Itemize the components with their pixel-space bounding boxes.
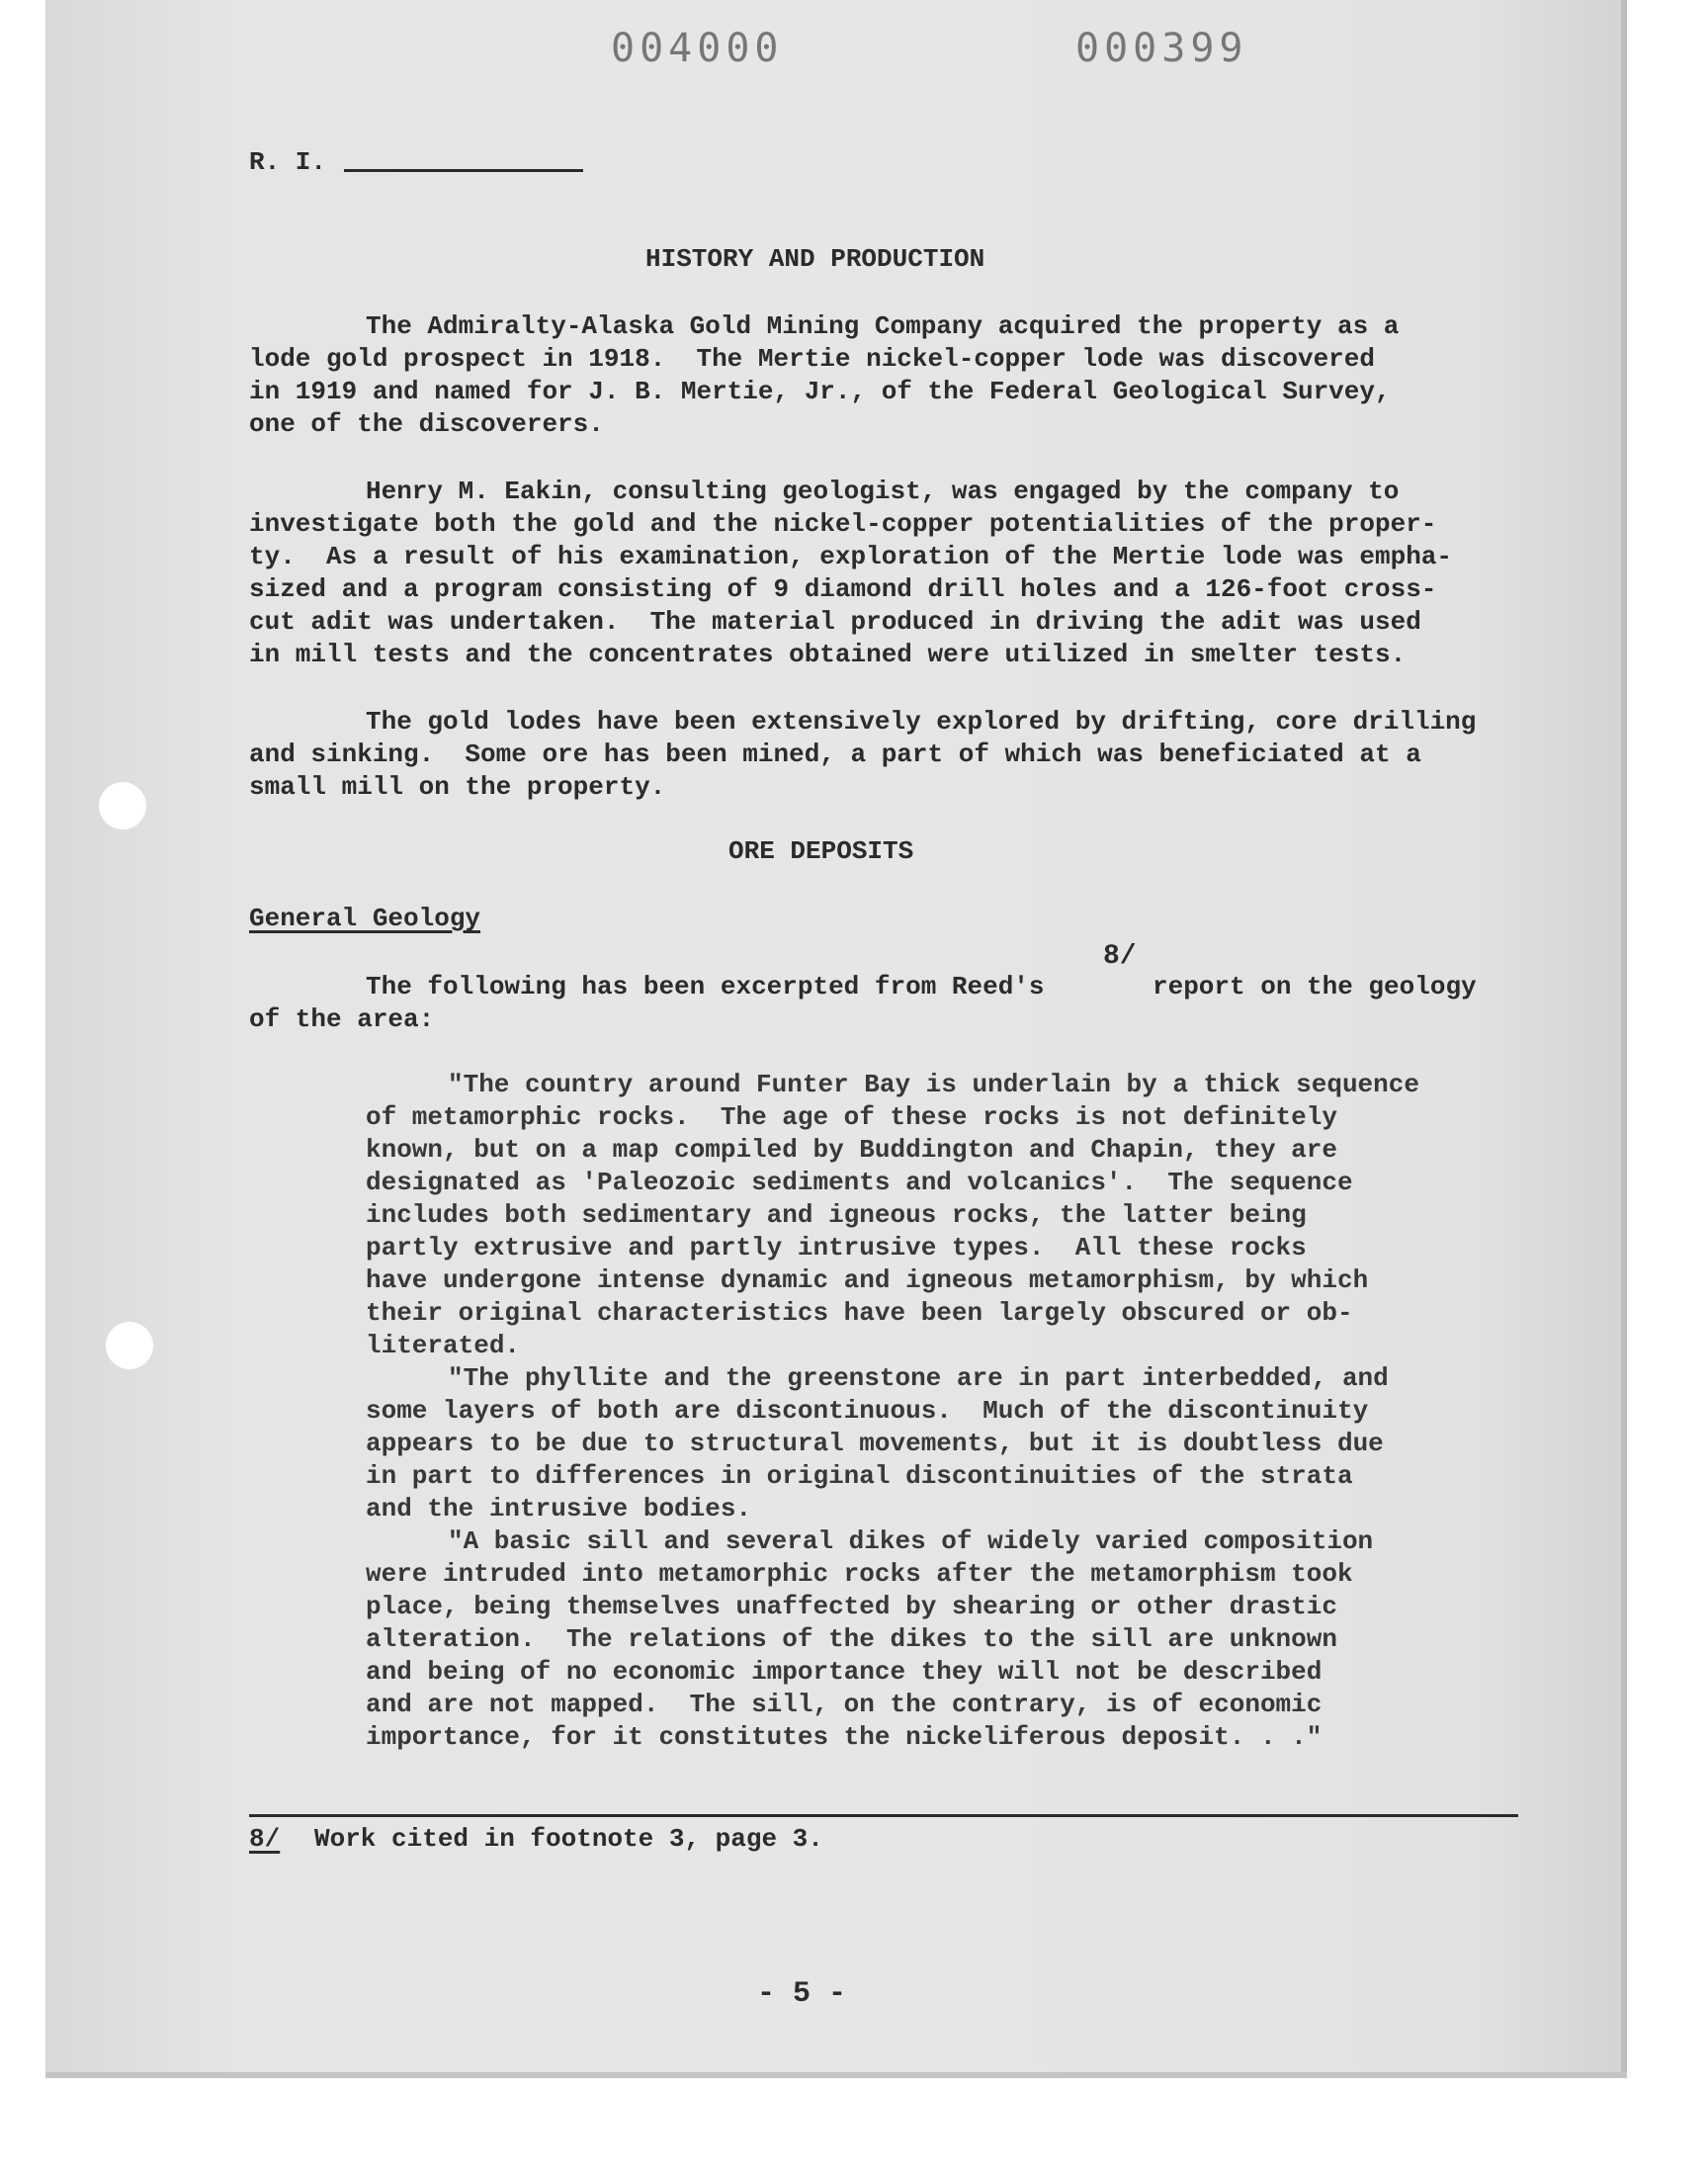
footnote-divider bbox=[249, 1814, 1518, 1817]
quote-line: their original characteristics have been largely obscured or ob- bbox=[366, 1298, 1353, 1328]
text-line: The gold lodes have been extensively explored by drifting, core drilling bbox=[366, 707, 1477, 737]
quote-line: partly extrusive and partly intrusive types. All these rocks bbox=[366, 1233, 1307, 1262]
page-number: - 5 - bbox=[757, 1977, 847, 2011]
text-line: investigate both the gold and the nickel-copper potentialities of the proper- bbox=[249, 509, 1437, 539]
footnote-text: Work cited in footnote 3, page 3. bbox=[314, 1824, 823, 1854]
ri-blank-line bbox=[344, 169, 583, 172]
subheading-general-geology: General Geology bbox=[249, 904, 481, 933]
page-edge bbox=[45, 2072, 1627, 2078]
text-line: one of the discoverers. bbox=[249, 409, 604, 439]
quote-line: and are not mapped. The sill, on the contrary, is of economic bbox=[366, 1690, 1323, 1719]
quote-line: designated as 'Paleozoic sediments and volcanics'. The sequence bbox=[366, 1168, 1353, 1197]
text-line: small mill on the property. bbox=[249, 772, 666, 802]
quote-line: in part to differences in original discontinuities of the strata bbox=[366, 1461, 1353, 1491]
quote-line: some layers of both are discontinuous. Much of the discontinuity bbox=[366, 1396, 1369, 1426]
text-line: and sinking. Some ore has been mined, a part of which was beneficiated at a bbox=[249, 740, 1421, 769]
quote-line: and the intrusive bodies. bbox=[366, 1494, 752, 1523]
document-stamp-left: 004000 bbox=[611, 26, 784, 71]
text-line: Henry M. Eakin, consulting geologist, was engaged by the company to bbox=[366, 477, 1400, 506]
quote-line: known, but on a map compiled by Buddington and Chapin, they are bbox=[366, 1135, 1337, 1165]
quote-line: were intruded into metamorphic rocks after the metamorphism took bbox=[366, 1559, 1353, 1589]
quote-line: includes both sedimentary and igneous rocks, the latter being bbox=[366, 1200, 1307, 1230]
quote-line: "A basic sill and several dikes of widely varied composition bbox=[448, 1526, 1374, 1556]
geology-intro: The following has been excerpted from Reed's bbox=[366, 972, 1045, 1001]
section-heading-ore-deposits: ORE DEPOSITS bbox=[728, 836, 914, 866]
geology-intro-end: of the area: bbox=[249, 1004, 435, 1034]
text-line: in mill tests and the concentrates obtained were utilized in smelter tests. bbox=[249, 640, 1407, 669]
footnote-reference: 8/ bbox=[1103, 941, 1137, 972]
quote-line: "The country around Funter Bay is underlain by a thick sequence bbox=[448, 1070, 1419, 1099]
document-stamp-right: 000399 bbox=[1075, 26, 1248, 71]
text-line: The Admiralty-Alaska Gold Mining Company acquired the property as a bbox=[366, 311, 1400, 341]
punch-hole bbox=[106, 1322, 153, 1369]
text-line: lode gold prospect in 1918. The Mertie nickel-copper lode was discovered bbox=[249, 344, 1375, 374]
punch-hole bbox=[99, 782, 146, 829]
quote-line: literated. bbox=[366, 1331, 521, 1360]
quote-line: appears to be due to structural movements, but it is doubtless due bbox=[366, 1429, 1384, 1458]
footnote-marker: 8/ bbox=[249, 1824, 281, 1854]
text-line: sized and a program consisting of 9 diamond drill holes and a 126-foot cross- bbox=[249, 574, 1437, 604]
geology-intro-continued: report on the geology bbox=[1153, 972, 1477, 1001]
section-heading-history: HISTORY AND PRODUCTION bbox=[645, 244, 985, 274]
ri-label: R. I. bbox=[249, 147, 327, 177]
quote-line: "The phyllite and the greenstone are in part interbedded, and bbox=[448, 1363, 1389, 1393]
quote-line: place, being themselves unaffected by shearing or other drastic bbox=[366, 1592, 1337, 1621]
quote-line: have undergone intense dynamic and igneous metamorphism, by which bbox=[366, 1265, 1369, 1295]
text-line: in 1919 and named for J. B. Mertie, Jr., of the Federal Geological Survey, bbox=[249, 377, 1391, 406]
page-edge bbox=[1621, 0, 1627, 2076]
text-line: ty. As a result of his examination, exploration of the Mertie lode was empha- bbox=[249, 542, 1452, 571]
quote-line: and being of no economic importance they will not be described bbox=[366, 1657, 1323, 1687]
text-line: cut adit was undertaken. The material produced in driving the adit was used bbox=[249, 607, 1421, 637]
quote-line: importance, for it constitutes the nickeliferous deposit. . ." bbox=[366, 1722, 1323, 1752]
quote-line: alteration. The relations of the dikes to the sill are unknown bbox=[366, 1624, 1337, 1654]
quote-line: of metamorphic rocks. The age of these rocks is not definitely bbox=[366, 1102, 1337, 1132]
